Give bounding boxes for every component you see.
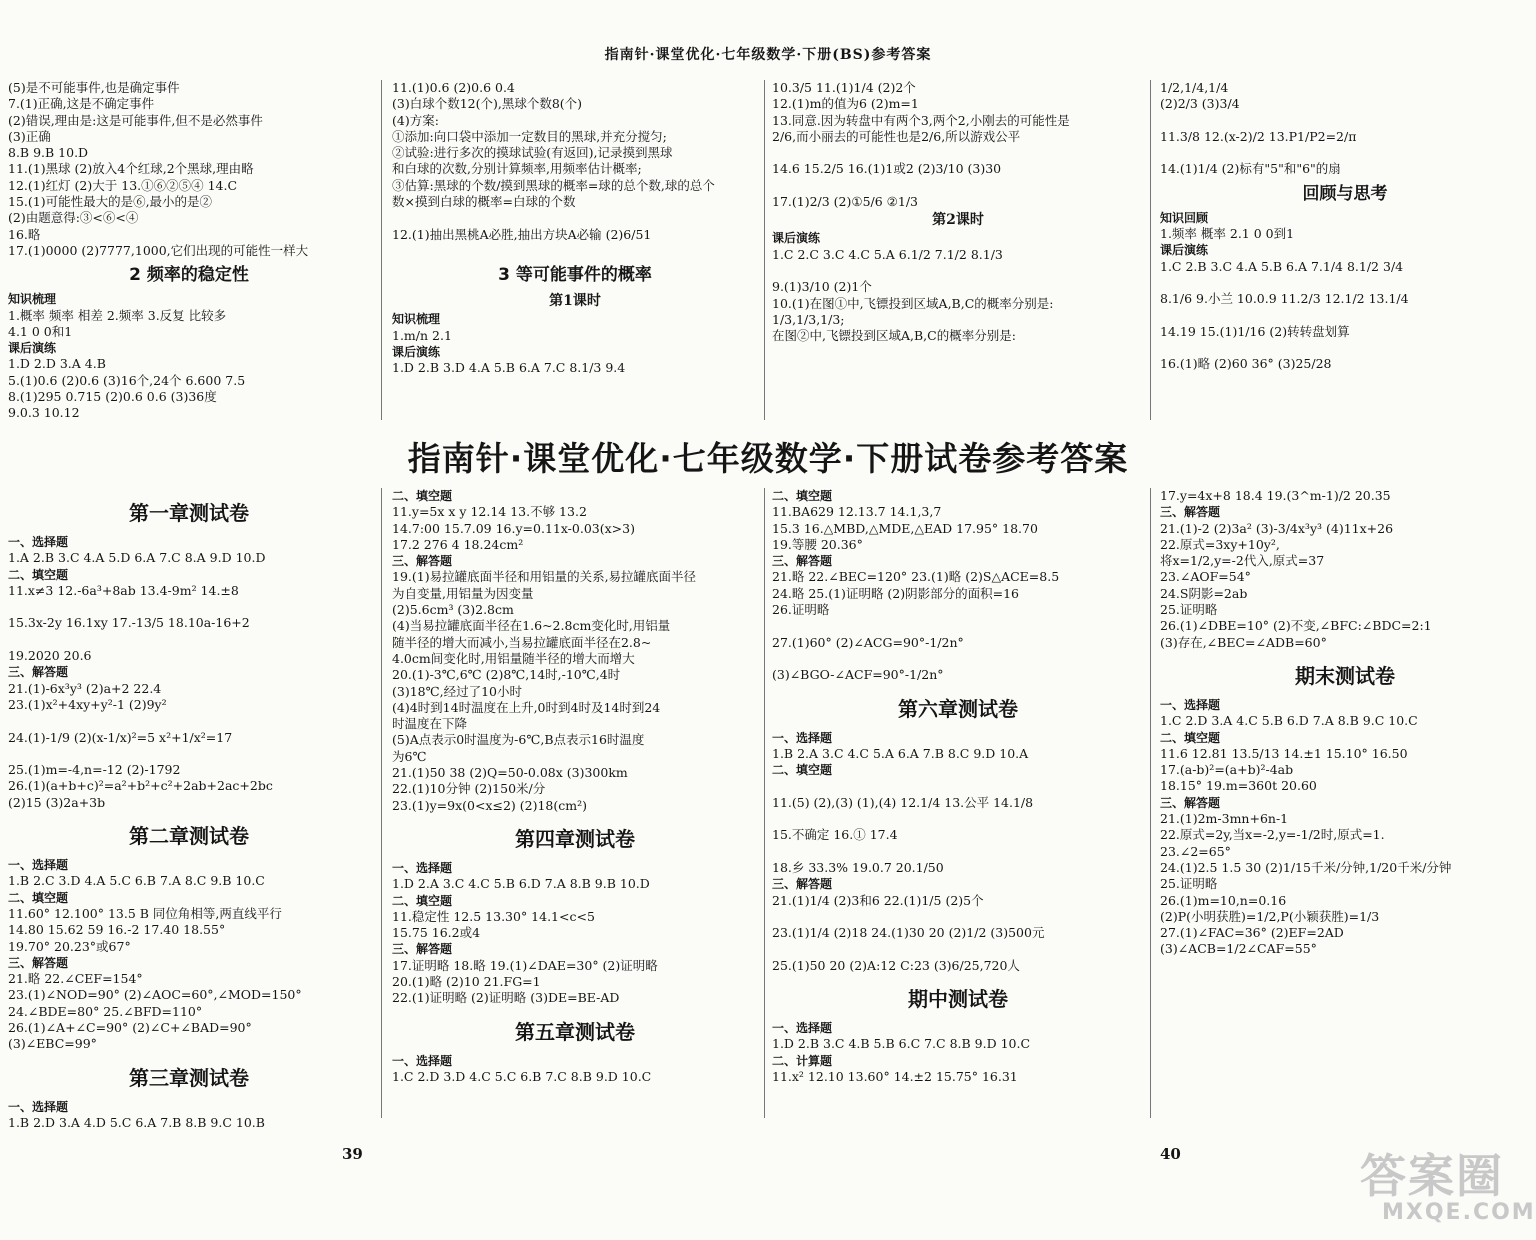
- answers-column-top-2: [392, 80, 758, 376]
- answer-line: 10.3/5 11.(1)1/4 (2)2个: [772, 80, 916, 95]
- test-title: 第五章测试卷: [515, 1019, 635, 1044]
- answers-column-bottom-4: [1160, 488, 1530, 958]
- test-title: 第四章测试卷: [515, 826, 635, 851]
- answer-line: (4)方案:: [392, 112, 439, 128]
- answer-line: 11.x² 12.10 13.60° 14.±2 15.75° 16.31: [772, 1068, 1018, 1084]
- answer-line: 23.(1)1/4 (2)18 24.(1)30 20 (2)1/2 (3)500元: [772, 925, 1045, 941]
- answer-line: ①添加:向口袋中添加一定数目的黑球,并充分搅匀;: [392, 128, 667, 144]
- answers-column-bottom-2: [392, 488, 758, 1085]
- subsection-label: 二、填空题: [772, 489, 833, 503]
- answer-line: 4.0cm间变化时,用铝量随半径的增大而增大: [392, 650, 635, 666]
- column-divider: [764, 488, 765, 1118]
- answer-line: [772, 811, 1144, 827]
- answer-line: 15.3 16.△MBD,△MDE,△EAD 17.95° 18.70: [772, 520, 1038, 536]
- test-title: 第三章测试卷: [129, 1065, 249, 1090]
- answer-line: 22.(1)证明略 (2)证明略 (3)DE=BE-AD: [392, 990, 620, 1006]
- subsection-label: 三、解答题: [772, 877, 833, 892]
- test-title: 期中测试卷: [908, 987, 1008, 1012]
- answer-line: 21.(1)1/4 (2)3和6 22.(1)1/5 (2)5个: [772, 892, 984, 908]
- answer-line: 22.(1)10分钟 (2)150米/分: [392, 781, 546, 797]
- answer-line: [8, 599, 370, 615]
- answer-line: 20.(1)略 (2)10 21.FG=1: [392, 974, 541, 990]
- answer-line: 19.等腰 20.36°: [772, 536, 863, 552]
- column-divider: [1150, 488, 1151, 1118]
- answer-line: 22.原式=3xy+10y²,: [1160, 536, 1280, 552]
- answer-line: (3)∠EBC=99°: [8, 1036, 97, 1052]
- answer-line: 1.A 2.B 3.C 4.A 5.D 6.A 7.C 8.A 9.D 10.D: [8, 550, 266, 566]
- answer-line: 11.(1)0.6 (2)0.6 0.4: [392, 80, 515, 95]
- answer-line: 15.3x-2y 16.1xy 17.-13/5 18.10a-16+2: [8, 615, 250, 631]
- answer-line: 18.乡 33.3% 19.0.7 20.1/50: [772, 859, 944, 875]
- answer-line: 14.19 15.(1)1/16 (2)转转盘划算: [1160, 323, 1350, 339]
- answer-line: (3)∠ACB=1/2∠CAF=55°: [1160, 941, 1317, 957]
- answer-line: 8.(1)295 0.715 (2)0.6 0.6 (3)36度: [8, 389, 217, 405]
- answer-line: 27.(1)60° (2)∠ACG=90°-1/2n°: [772, 634, 964, 650]
- answer-line: (2)2/3 (3)3/4: [1160, 96, 1240, 112]
- answer-line: 1.D 2.D 3.A 4.B: [8, 356, 106, 372]
- answer-line: (3)存在,∠BEC=∠ADB=60°: [1160, 634, 1327, 650]
- answer-line: 11.60° 12.100° 13.5 B 同位角相等,两直线平行: [8, 905, 282, 921]
- answer-line: 23.(1)y=9x(0<x≤2) (2)18(cm²): [392, 797, 587, 813]
- column-divider: [381, 80, 382, 420]
- answer-line: 将x=1/2,y=-2代入,原式=37: [1160, 553, 1325, 569]
- answer-line: [8, 632, 370, 648]
- answer-line: [772, 618, 1144, 634]
- answer-line: (3)18℃,经过了10小时: [392, 683, 522, 699]
- answer-line: 21.(1)-6x³y³ (2)a+2 22.4: [8, 680, 162, 696]
- answer-line: (2)5.6cm³ (3)2.8cm: [392, 602, 514, 618]
- subsection-label: 一、选择题: [772, 1021, 833, 1036]
- answer-line: [392, 243, 758, 259]
- watermark-url-text: MXQE.COM: [1382, 1200, 1536, 1225]
- answers-column-bottom-3: [772, 488, 1144, 1085]
- answer-line: 1.D 2.A 3.C 4.C 5.B 6.D 7.A 8.B 9.B 10.D: [392, 876, 650, 892]
- column-divider: [381, 488, 382, 1118]
- answer-line: 14.(1)1/4 (2)标有"5"和"6"的扇: [1160, 161, 1341, 177]
- answer-line: 1.D 2.B 3.C 4.B 5.B 6.C 7.C 8.B 9.D 10.C: [772, 1036, 1031, 1052]
- subsection-label: 一、选择题: [392, 860, 453, 875]
- answer-line: [8, 746, 370, 762]
- answer-line: 21.(1)2m-3mn+6n-1: [1160, 811, 1289, 827]
- answer-line: 15.不确定 16.① 17.4: [772, 827, 898, 843]
- answer-line: 24.(1)-1/9 (2)(x-1/x)²=5 x²+1/x²=17: [8, 729, 233, 745]
- subsection-label: 三、解答题: [8, 665, 69, 680]
- answer-line: [1160, 340, 1530, 356]
- answer-line: 9.(1)3/10 (2)1个: [772, 279, 872, 295]
- subsection-label: 二、填空题: [8, 890, 69, 905]
- answer-line: (3)白球个数12(个),黑球个数8(个): [392, 96, 583, 112]
- answer-line: 24.(1)2.5 1.5 30 (2)1/15千米/分钟,1/20千米/分钟: [1160, 859, 1452, 875]
- lesson-heading: 第2课时: [932, 212, 984, 229]
- answer-line: 16.略: [8, 226, 41, 242]
- subsection-label: 二、计算题: [772, 1053, 833, 1068]
- section-heading: 2 频率的稳定性: [129, 265, 249, 286]
- subsection-label: 一、选择题: [392, 1053, 453, 1068]
- answer-line: 在图②中,飞镖投到区域A,B,C的概率分别是:: [772, 328, 1016, 344]
- column-divider: [1150, 80, 1151, 420]
- answer-line: 5.(1)0.6 (2)0.6 (3)16个,24个 6.600 7.5: [8, 372, 246, 388]
- answer-line: [392, 210, 758, 226]
- answer-line: 26.(1)(a+b+c)²=a²+b²+c²+2ab+2ac+2bc: [8, 778, 273, 794]
- answer-line: 1.m/n 2.1: [392, 327, 452, 343]
- watermark-main-text: 答案圈: [1360, 1149, 1504, 1203]
- answer-line: 14.80 15.62 59 16.-2 17.40 18.55°: [8, 922, 226, 938]
- subsection-label: 一、选择题: [8, 535, 69, 549]
- test-title: 第六章测试卷: [898, 696, 1018, 721]
- answer-line: 21.(1)50 38 (2)Q=50-0.08x (3)300km: [392, 765, 628, 781]
- subsection-label: 三、解答题: [392, 942, 453, 957]
- test-title: 第一章测试卷: [129, 501, 249, 525]
- answer-line: [772, 909, 1144, 925]
- answer-line: 24.S阴影=2ab: [1160, 585, 1248, 601]
- subsection-label: 一、选择题: [1160, 697, 1221, 712]
- page-header: 指南针·课堂优化·七年级数学·下册(BS)参考答案: [604, 47, 932, 63]
- answers-column-top-4: [1160, 80, 1530, 373]
- test-title: 第二章测试卷: [129, 824, 249, 849]
- answer-line: 14.7:00 15.7.09 16.y=0.11x-0.03(x>3): [392, 520, 635, 536]
- answer-line: 随半径的增大而减小,当易拉罐底面半径在2.8~: [392, 634, 652, 650]
- answer-line: ②试验:进行多次的摸球试验(有返回),记录摸到黑球: [392, 145, 673, 161]
- answer-line: 17.(1)0000 (2)7777,1000,它们出现的可能性一样大: [8, 242, 309, 258]
- section-heading: 回顾与思考: [1302, 183, 1388, 204]
- answer-line: 19.(1)易拉罐底面半径和用铝量的关系,易拉罐底面半径: [392, 569, 697, 585]
- answers-column-bottom-1: [8, 488, 370, 1131]
- subsection-label: 课后演练: [392, 344, 441, 359]
- answer-line: 1.D 2.B 3.D 4.A 5.B 6.A 7.C 8.1/3 9.4: [392, 360, 626, 376]
- answer-line: 15.75 16.2或4: [392, 925, 481, 941]
- answer-line: [1160, 145, 1530, 161]
- subsection-label: 知识回顾: [1160, 210, 1209, 225]
- answer-line: 11.3/8 12.(x-2)/2 13.P1/P2=2/π: [1160, 128, 1357, 144]
- answer-line: (3)∠BGO-∠ACF=90°-1/2n°: [772, 667, 944, 683]
- subsection-label: 知识梳理: [8, 292, 57, 307]
- subsection-label: 一、选择题: [8, 858, 69, 873]
- answer-line: 17.(1)2/3 (2)①5/6 ②1/3: [772, 194, 919, 210]
- answer-line: (5)是不可能事件,也是确定事件: [8, 80, 180, 95]
- answer-line: [772, 145, 1144, 161]
- answer-line: 8.1/6 9.小兰 10.0.9 11.2/3 12.1/2 13.1/4: [1160, 291, 1409, 307]
- subsection-label: 二、填空题: [8, 567, 69, 582]
- answer-line: 数×摸到白球的概率=白球的个数: [392, 194, 576, 210]
- answer-line: ③估算:黑球的个数/摸到黑球的概率=球的总个数,球的总个: [392, 177, 715, 193]
- answer-line: 时温度在下降: [392, 716, 468, 732]
- answer-line: 11.(1)黑球 (2)放入4个红球,2个黑球,理由略: [8, 161, 254, 177]
- column-divider: [764, 80, 765, 420]
- answer-line: 17.y=4x+8 18.4 19.(3^m-1)/2 20.35: [1160, 488, 1391, 503]
- answer-line: 为6℃: [392, 748, 427, 764]
- answer-line: 1.C 2.B 3.C 4.A 5.B 6.A 7.1/4 8.1/2 3/4: [1160, 258, 1404, 274]
- answer-line: [772, 778, 1144, 794]
- answer-line: 23.∠2=65°: [1160, 843, 1231, 859]
- subsection-label: 三、解答题: [1160, 505, 1221, 520]
- answer-line: 26.(1)∠DBE=10° (2)不变,∠BFC:∠BDC=2:1: [1160, 618, 1432, 634]
- answer-line: 1.C 2.D 3.A 4.C 5.B 6.D 7.A 8.B 9.C 10.C: [1160, 713, 1418, 729]
- answer-line: 23.(1)x²+4xy+y²-1 (2)9y²: [8, 696, 167, 712]
- answer-line: 14.6 15.2/5 16.(1)1或2 (2)3/10 (3)30: [772, 161, 1002, 177]
- subsection-label: 二、填空题: [392, 489, 453, 503]
- answer-line: 25.证明略: [1160, 876, 1218, 892]
- answer-line: 1.C 2.C 3.C 4.C 5.A 6.1/2 7.1/2 8.1/3: [772, 246, 1003, 262]
- answer-line: 26.证明略: [772, 602, 830, 618]
- answer-line: 13.同意.因为转盘中有两个3,两个2,小刚去的可能性是: [772, 112, 1070, 128]
- lesson-heading: 第1课时: [549, 293, 601, 310]
- answer-line: 1.B 2.C 3.D 4.A 5.C 6.B 7.A 8.C 9.B 10.C: [8, 873, 265, 889]
- answer-line: 16.(1)略 (2)60 36° (3)25/28: [1160, 356, 1332, 372]
- answer-line: 4.1 0 0和1: [8, 323, 73, 339]
- answer-line: (4)4时到14时温度在上升,0时到4时及14时到24: [392, 699, 661, 715]
- answer-line: (2)15 (3)2a+3b: [8, 794, 106, 810]
- answer-line: 18.15° 19.m=360t 20.60: [1160, 778, 1317, 794]
- answer-line: 26.(1)∠A+∠C=90° (2)∠C+∠BAD=90°: [8, 1020, 252, 1036]
- answer-line: 和白球的次数,分别计算频率,用频率估计概率;: [392, 161, 642, 177]
- answer-line: 26.(1)m=10,n=0.16: [1160, 892, 1287, 908]
- answer-line: 1/3,1/3,1/3;: [772, 311, 845, 327]
- answer-line: (4)当易拉罐底面半径在1.6~2.8cm变化时,用铝量: [392, 618, 671, 634]
- answer-line: 23.∠AOF=54°: [1160, 569, 1251, 585]
- answer-line: 8.B 9.B 10.D: [8, 145, 89, 161]
- answer-line: 24.略 25.(1)证明略 (2)阴影部分的面积=16: [772, 585, 1019, 601]
- answer-line: 21.略 22.∠CEF=154°: [8, 971, 143, 987]
- answer-line: [8, 713, 370, 729]
- subsection-label: 二、填空题: [1160, 730, 1221, 745]
- subsection-label: 三、解答题: [392, 554, 453, 569]
- subsection-label: 三、解答题: [8, 955, 69, 970]
- answer-line: 24.∠BDE=80° 25.∠BFD=110°: [8, 1003, 203, 1019]
- subsection-label: 课后演练: [772, 231, 821, 246]
- answer-line: 2/6,而小丽去的可能性也是2/6,所以游戏公平: [772, 128, 1021, 144]
- answer-line: 1.频率 概率 2.1 0 0到1: [1160, 226, 1295, 242]
- answer-line: 21.略 22.∠BEC=120° 23.(1)略 (2)S△ACE=8.5: [772, 569, 1060, 585]
- subsection-label: 三、解答题: [1160, 795, 1221, 810]
- subsection-label: 一、选择题: [8, 1099, 69, 1114]
- answer-line: 11.x≠3 12.-6a³+8ab 13.4-9m² 14.±8: [8, 582, 239, 598]
- answer-line: 7.(1)正确,这是不确定事件: [8, 96, 155, 112]
- answer-line: [772, 263, 1144, 279]
- answer-line: 25.证明略: [1160, 602, 1218, 618]
- answer-line: 11.BA629 12.13.7 14.1,3,7: [772, 504, 942, 520]
- answer-line: 10.(1)在图①中,飞镖投到区域A,B,C的概率分别是:: [772, 295, 1054, 311]
- answer-line: (5)A点表示0时温度为-6℃,B点表示16时温度: [392, 732, 645, 748]
- answer-line: 11.稳定性 12.5 13.30° 14.1<c<5: [392, 908, 595, 924]
- answer-line: [772, 941, 1144, 957]
- answers-column-top-3: [772, 80, 1144, 344]
- answer-line: [772, 651, 1144, 667]
- answer-line: [1160, 308, 1530, 324]
- answer-line: 11.y=5x x y 12.14 13.不够 13.2: [392, 504, 587, 520]
- answer-line: 12.(1)抽出黑桃A必胜,抽出方块A必输 (2)6/51: [392, 226, 652, 242]
- answer-line: 11.6 12.81 13.5/13 14.±1 15.10° 16.50: [1160, 745, 1408, 761]
- answer-line: (2)由题意得:③<⑥<④: [8, 210, 139, 226]
- answer-line: [1160, 113, 1530, 129]
- answer-line: [1160, 275, 1530, 291]
- answer-line: 17.证明略 18.略 19.(1)∠DAE=30° (2)证明略: [392, 957, 658, 973]
- answer-line: 23.(1)∠NOD=90° (2)∠AOC=60°,∠MOD=150°: [8, 987, 302, 1003]
- answer-line: 1.概率 频率 相差 2.频率 3.反复 比较多: [8, 307, 227, 323]
- answer-line: 17.(a-b)²=(a+b)²-4ab: [1160, 762, 1294, 778]
- answer-line: 17.2 276 4 18.24cm²: [392, 536, 524, 552]
- section-heading: 3 等可能事件的概率: [498, 265, 652, 286]
- answer-line: [772, 844, 1144, 860]
- answer-line: 1.B 2.A 3.C 4.C 5.A 6.A 7.B 8.C 9.D 10.A: [772, 745, 1029, 761]
- answer-line: 15.(1)可能性最大的是⑥,最小的是②: [8, 194, 213, 210]
- answer-line: 12.(1)m的值为6 (2)m=1: [772, 96, 919, 112]
- answer-line: 1.C 2.D 3.D 4.C 5.C 6.B 7.C 8.B 9.D 10.C: [392, 1068, 652, 1084]
- answer-line: 11.(5) (2),(3) (1),(4) 12.1/4 13.公平 14.1/8: [772, 794, 1034, 810]
- page-number-right: 40: [1160, 1145, 1181, 1163]
- answer-line: 1.B 2.D 3.A 4.D 5.C 6.A 7.B 8.B 9.C 10.B: [8, 1114, 265, 1130]
- answer-line: 1/2,1/4,1/4: [1160, 80, 1229, 95]
- answer-line: 21.(1)-2 (2)3a² (3)-3/4x³y³ (4)11x+26: [1160, 520, 1394, 536]
- subsection-label: 一、选择题: [772, 730, 833, 745]
- answer-line: 25.(1)m=-4,n=-12 (2)-1792: [8, 762, 181, 778]
- test-title: 期末测试卷: [1295, 663, 1395, 688]
- subsection-label: 知识梳理: [392, 312, 441, 327]
- answer-line: 27.(1)∠FAC=36° (2)EF=2AD: [1160, 925, 1344, 941]
- watermark-logo: [1360, 1140, 1536, 1230]
- subsection-label: 二、填空题: [772, 763, 833, 778]
- test-answers-banner: 指南针·课堂优化·七年级数学·下册试卷参考答案: [407, 439, 1129, 478]
- answers-column-top-1: [8, 80, 370, 422]
- answer-line: (2)P(小明获胜)=1/2,P(小颖获胜)=1/3: [1160, 908, 1380, 924]
- answer-line: (3)正确: [8, 128, 51, 144]
- answer-line: 9.0.3 10.12: [8, 405, 80, 421]
- answer-line: 20.(1)-3℃,6℃ (2)8℃,14时,-10℃,4时: [392, 667, 621, 683]
- subsection-label: 二、填空题: [392, 893, 453, 908]
- subsection-label: 课后演练: [8, 341, 57, 356]
- answer-line: 12.(1)红灯 (2)大于 13.①⑥②⑤④ 14.C: [8, 177, 238, 193]
- page-number-left: 39: [342, 1145, 363, 1163]
- answer-line: [772, 178, 1144, 194]
- answer-line: 为自变量,用铝量为因变量: [392, 585, 534, 601]
- subsection-label: 三、解答题: [772, 554, 833, 569]
- answer-line: (2)错误,理由是:这是可能事件,但不是必然事件: [8, 112, 263, 128]
- answer-line: 19.70° 20.23°或67°: [8, 938, 131, 954]
- answer-line: 25.(1)50 20 (2)A:12 C:23 (3)6/25,720人: [772, 957, 1020, 973]
- answer-line: 22.原式=2y,当x=-2,y=-1/2时,原式=1.: [1160, 827, 1385, 843]
- subsection-label: 课后演练: [1160, 243, 1209, 258]
- answer-line: 19.2020 20.6: [8, 648, 92, 664]
